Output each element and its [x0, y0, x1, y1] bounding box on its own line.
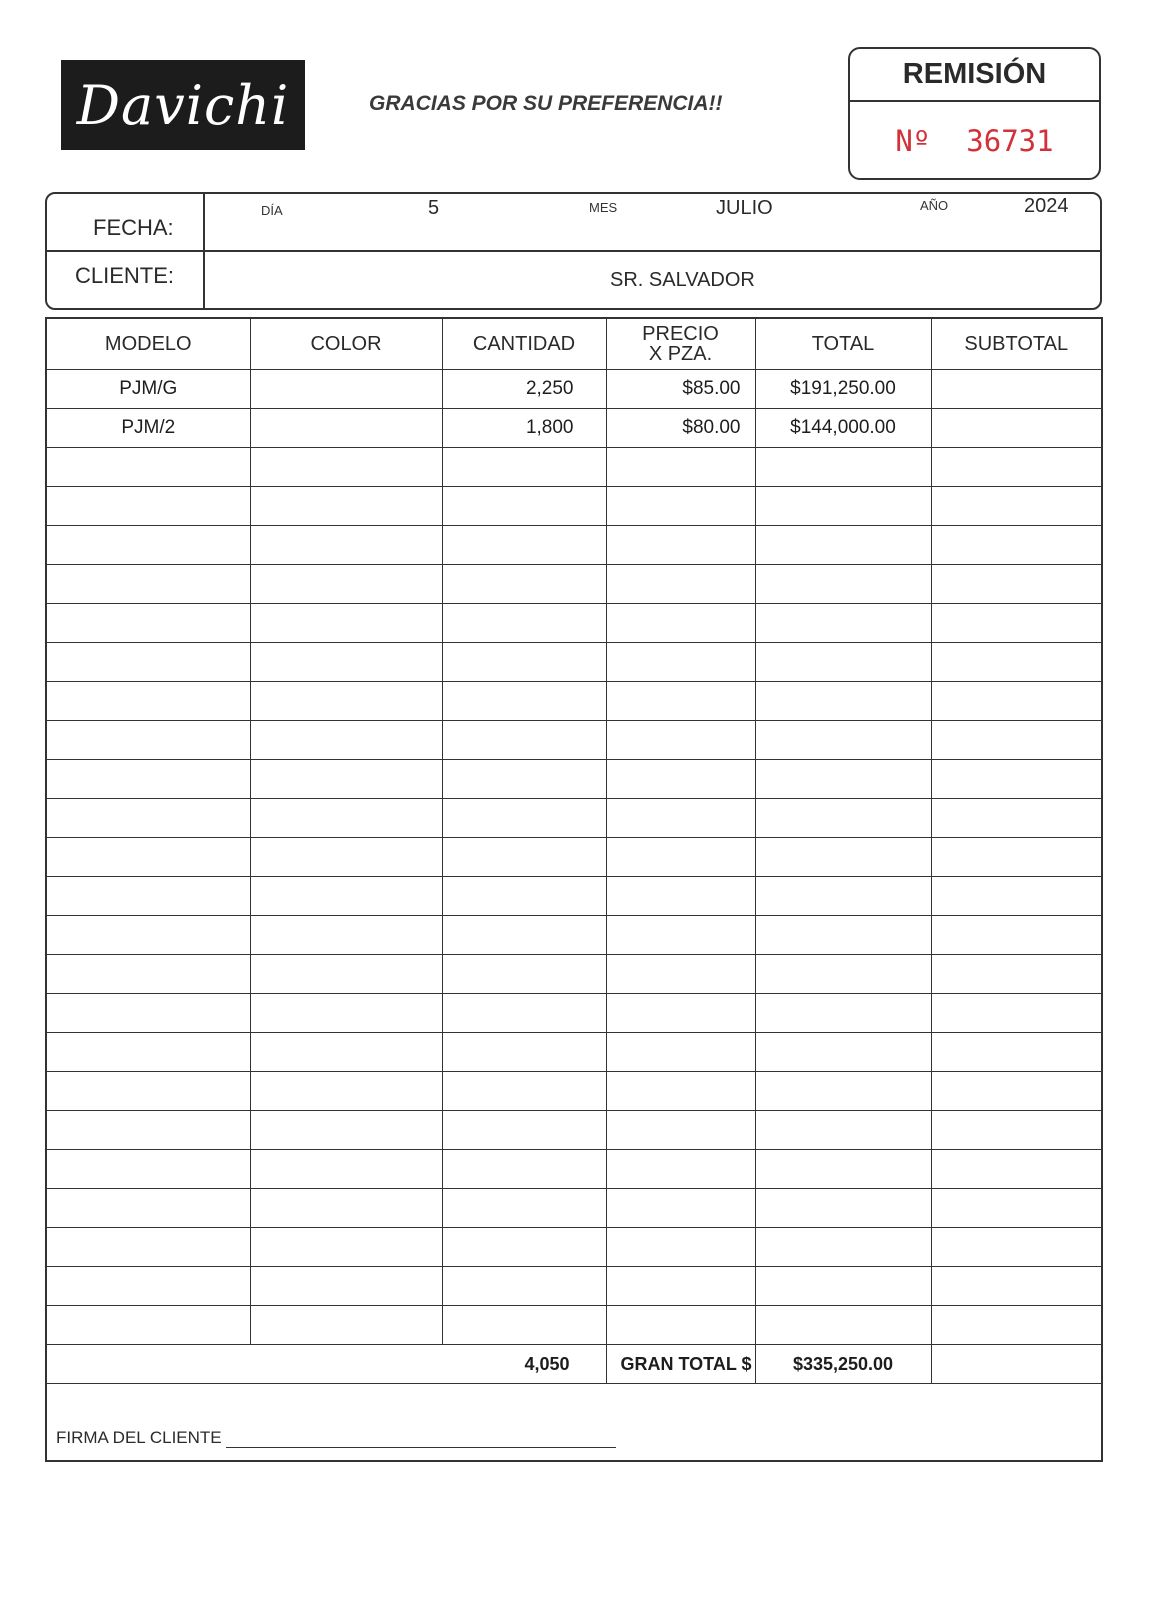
empty-cell: [931, 1306, 1101, 1345]
empty-cell: [442, 838, 606, 877]
table-row-empty: [47, 487, 1101, 526]
empty-cell: [442, 955, 606, 994]
cell-cantidad: 1,800: [442, 409, 606, 448]
empty-cell: [250, 565, 442, 604]
empty-cell: [755, 838, 931, 877]
table-row-empty: [47, 799, 1101, 838]
firma-line: [226, 1447, 616, 1448]
empty-cell: [931, 565, 1101, 604]
header-precio: [606, 319, 755, 370]
empty-cell: [606, 877, 755, 916]
cell-color: [250, 370, 442, 409]
empty-cell: [606, 565, 755, 604]
empty-cell: [755, 682, 931, 721]
empty-cell: [606, 1189, 755, 1228]
empty-cell: [931, 916, 1101, 955]
empty-cell: [250, 916, 442, 955]
empty-cell: [931, 448, 1101, 487]
header-color: COLOR: [250, 319, 442, 370]
empty-cell: [442, 994, 606, 1033]
table-row-empty: [47, 1267, 1101, 1306]
empty-cell: [931, 799, 1101, 838]
number-value: 36731: [966, 124, 1054, 158]
empty-cell: [606, 604, 755, 643]
empty-cell: [931, 877, 1101, 916]
empty-cell: [442, 877, 606, 916]
empty-cell: [250, 955, 442, 994]
empty-cell: [47, 838, 250, 877]
empty-cell: [606, 1033, 755, 1072]
empty-cell: [442, 565, 606, 604]
empty-cell: [606, 721, 755, 760]
empty-cell: [47, 565, 250, 604]
empty-cell: [755, 526, 931, 565]
empty-cell: [250, 604, 442, 643]
dia-value: 5: [428, 197, 440, 219]
empty-cell: [606, 1267, 755, 1306]
empty-cell: [931, 487, 1101, 526]
empty-cell: [755, 994, 931, 1033]
empty-cell: [606, 487, 755, 526]
table-row-empty: [47, 994, 1101, 1033]
table-row-empty: [47, 838, 1101, 877]
empty-cell: [442, 1228, 606, 1267]
empty-cell: [931, 994, 1101, 1033]
empty-cell: [755, 955, 931, 994]
empty-cell: [755, 487, 931, 526]
table-row-empty: [47, 1033, 1101, 1072]
header-modelo: MODELO: [47, 319, 250, 370]
empty-cell: [755, 1072, 931, 1111]
empty-cell: [47, 721, 250, 760]
empty-cell: [606, 448, 755, 487]
remision-box: [848, 47, 1101, 180]
table-row-empty: [47, 1072, 1101, 1111]
fecha-label: FECHA:: [93, 215, 174, 240]
empty-cell: [755, 448, 931, 487]
empty-cell: [250, 1228, 442, 1267]
empty-cell: [755, 916, 931, 955]
empty-cell: [931, 1072, 1101, 1111]
table-row-empty: [47, 721, 1101, 760]
empty-cell: [47, 1267, 250, 1306]
total-subtotal: [931, 1345, 1101, 1384]
empty-cell: [442, 1306, 606, 1345]
cell-subtotal: [931, 370, 1101, 409]
empty-cell: [931, 1189, 1101, 1228]
table-row-empty: [47, 955, 1101, 994]
empty-cell: [442, 1150, 606, 1189]
empty-cell: [47, 877, 250, 916]
table-row-empty: [47, 1189, 1101, 1228]
totals-row: [47, 1345, 1101, 1384]
empty-cell: [250, 1072, 442, 1111]
cliente-value: SR. SALVADOR: [610, 269, 755, 291]
empty-cell: [442, 760, 606, 799]
empty-cell: [606, 1306, 755, 1345]
empty-cell: [47, 799, 250, 838]
empty-cell: [250, 1111, 442, 1150]
empty-cell: [47, 643, 250, 682]
cell-modelo: PJM/2: [47, 409, 250, 448]
empty-cell: [442, 682, 606, 721]
empty-cell: [442, 721, 606, 760]
table-row-empty: [47, 760, 1101, 799]
empty-cell: [606, 799, 755, 838]
empty-cell: [250, 1189, 442, 1228]
empty-cell: [47, 1150, 250, 1189]
empty-cell: [250, 487, 442, 526]
cell-total: $191,250.00: [755, 370, 931, 409]
empty-cell: [931, 760, 1101, 799]
empty-cell: [755, 565, 931, 604]
empty-cell: [442, 526, 606, 565]
anio-value: 2024: [1024, 195, 1069, 217]
table-row-empty: [47, 565, 1101, 604]
empty-cell: [250, 877, 442, 916]
anio-label: AÑO: [920, 198, 949, 213]
empty-cell: [931, 526, 1101, 565]
mes-label: MES: [589, 200, 618, 215]
empty-cell: [442, 643, 606, 682]
empty-cell: [47, 1072, 250, 1111]
table-row-empty: [47, 1111, 1101, 1150]
table-row-empty: [47, 1306, 1101, 1345]
empty-cell: [250, 1150, 442, 1189]
empty-cell: [931, 643, 1101, 682]
empty-cell: [250, 643, 442, 682]
cell-precio: $85.00: [606, 370, 755, 409]
empty-cell: [755, 799, 931, 838]
empty-cell: [931, 682, 1101, 721]
empty-cell: [606, 760, 755, 799]
empty-cell: [442, 916, 606, 955]
table-row-empty: [47, 682, 1101, 721]
empty-cell: [250, 448, 442, 487]
company-logo: [61, 60, 305, 150]
table-row-empty: [47, 916, 1101, 955]
empty-cell: [47, 448, 250, 487]
header-precio-line1: PRECIO: [642, 323, 719, 345]
empty-cell: [442, 799, 606, 838]
header-cantidad: CANTIDAD: [442, 319, 606, 370]
items-table: [45, 317, 1103, 1462]
empty-cell: [47, 1033, 250, 1072]
empty-cell: [931, 1033, 1101, 1072]
empty-cell: [606, 1111, 755, 1150]
empty-cell: [755, 1306, 931, 1345]
number-prefix: Nº: [895, 124, 931, 158]
firma-cliente: [56, 1428, 616, 1448]
table-header: [47, 319, 1101, 370]
empty-cell: [606, 955, 755, 994]
table-row-empty: [47, 643, 1101, 682]
empty-cell: [606, 994, 755, 1033]
cell-cantidad: 2,250: [442, 370, 606, 409]
empty-cell: [755, 877, 931, 916]
mes-value: JULIO: [716, 197, 773, 219]
empty-cell: [47, 682, 250, 721]
slogan: GRACIAS POR SU PREFERENCIA!!: [369, 92, 723, 115]
table-row: [47, 409, 1101, 448]
empty-cell: [442, 487, 606, 526]
cell-color: [250, 409, 442, 448]
empty-cell: [442, 1033, 606, 1072]
empty-cell: [442, 448, 606, 487]
table-row-empty: [47, 604, 1101, 643]
empty-cell: [250, 1267, 442, 1306]
empty-cell: [931, 1267, 1101, 1306]
empty-cell: [250, 682, 442, 721]
empty-cell: [931, 1150, 1101, 1189]
empty-cell: [250, 760, 442, 799]
empty-cell: [442, 604, 606, 643]
empty-cell: [250, 838, 442, 877]
empty-cell: [250, 526, 442, 565]
empty-cell: [755, 1267, 931, 1306]
dia-label: DÍA: [261, 203, 283, 218]
empty-cell: [755, 721, 931, 760]
cell-subtotal: [931, 409, 1101, 448]
empty-cell: [606, 682, 755, 721]
cliente-label: CLIENTE:: [75, 263, 175, 288]
empty-cell: [47, 487, 250, 526]
header-subtotal: SUBTOTAL: [931, 319, 1101, 370]
total-cantidad: 4,050: [47, 1345, 606, 1384]
empty-cell: [606, 838, 755, 877]
empty-cell: [250, 721, 442, 760]
empty-cell: [755, 1150, 931, 1189]
table-row-empty: [47, 448, 1101, 487]
empty-cell: [47, 1189, 250, 1228]
cell-precio: $80.00: [606, 409, 755, 448]
empty-cell: [606, 643, 755, 682]
empty-cell: [442, 1189, 606, 1228]
header-total: TOTAL: [755, 319, 931, 370]
logo-text: Davichi: [76, 73, 290, 137]
table-row-empty: [47, 526, 1101, 565]
doc-type: REMISIÓN: [850, 49, 1099, 102]
folio-number: [850, 102, 1099, 180]
empty-cell: [47, 526, 250, 565]
gran-total-label: GRAN TOTAL $: [606, 1345, 755, 1384]
cell-modelo: PJM/G: [47, 370, 250, 409]
empty-cell: [47, 955, 250, 994]
empty-cell: [931, 1111, 1101, 1150]
table-row-empty: [47, 877, 1101, 916]
empty-cell: [931, 604, 1101, 643]
empty-cell: [442, 1111, 606, 1150]
empty-cell: [47, 1306, 250, 1345]
empty-cell: [755, 1111, 931, 1150]
empty-cell: [442, 1072, 606, 1111]
table-row: [47, 370, 1101, 409]
empty-cell: [250, 1033, 442, 1072]
info-box: [45, 192, 1102, 310]
table-row-empty: [47, 1228, 1101, 1267]
empty-cell: [606, 916, 755, 955]
empty-cell: [755, 1228, 931, 1267]
empty-cell: [47, 1111, 250, 1150]
empty-cell: [606, 1072, 755, 1111]
table-row-empty: [47, 1150, 1101, 1189]
cell-total: $144,000.00: [755, 409, 931, 448]
empty-cell: [755, 1189, 931, 1228]
empty-cell: [47, 1228, 250, 1267]
empty-cell: [606, 1228, 755, 1267]
empty-cell: [250, 799, 442, 838]
empty-cell: [755, 604, 931, 643]
empty-cell: [47, 604, 250, 643]
header-precio-line2: X PZA.: [648, 343, 713, 365]
empty-cell: [47, 994, 250, 1033]
empty-cell: [250, 1306, 442, 1345]
empty-cell: [755, 760, 931, 799]
empty-cell: [755, 1033, 931, 1072]
empty-cell: [606, 526, 755, 565]
empty-cell: [755, 643, 931, 682]
empty-cell: [931, 1228, 1101, 1267]
empty-cell: [606, 1150, 755, 1189]
empty-cell: [931, 721, 1101, 760]
empty-cell: [931, 838, 1101, 877]
empty-cell: [47, 916, 250, 955]
empty-cell: [442, 1267, 606, 1306]
empty-cell: [250, 994, 442, 1033]
empty-cell: [47, 760, 250, 799]
firma-label: FIRMA DEL CLIENTE: [56, 1428, 222, 1447]
gran-total-value: $335,250.00: [755, 1345, 931, 1384]
empty-cell: [931, 955, 1101, 994]
